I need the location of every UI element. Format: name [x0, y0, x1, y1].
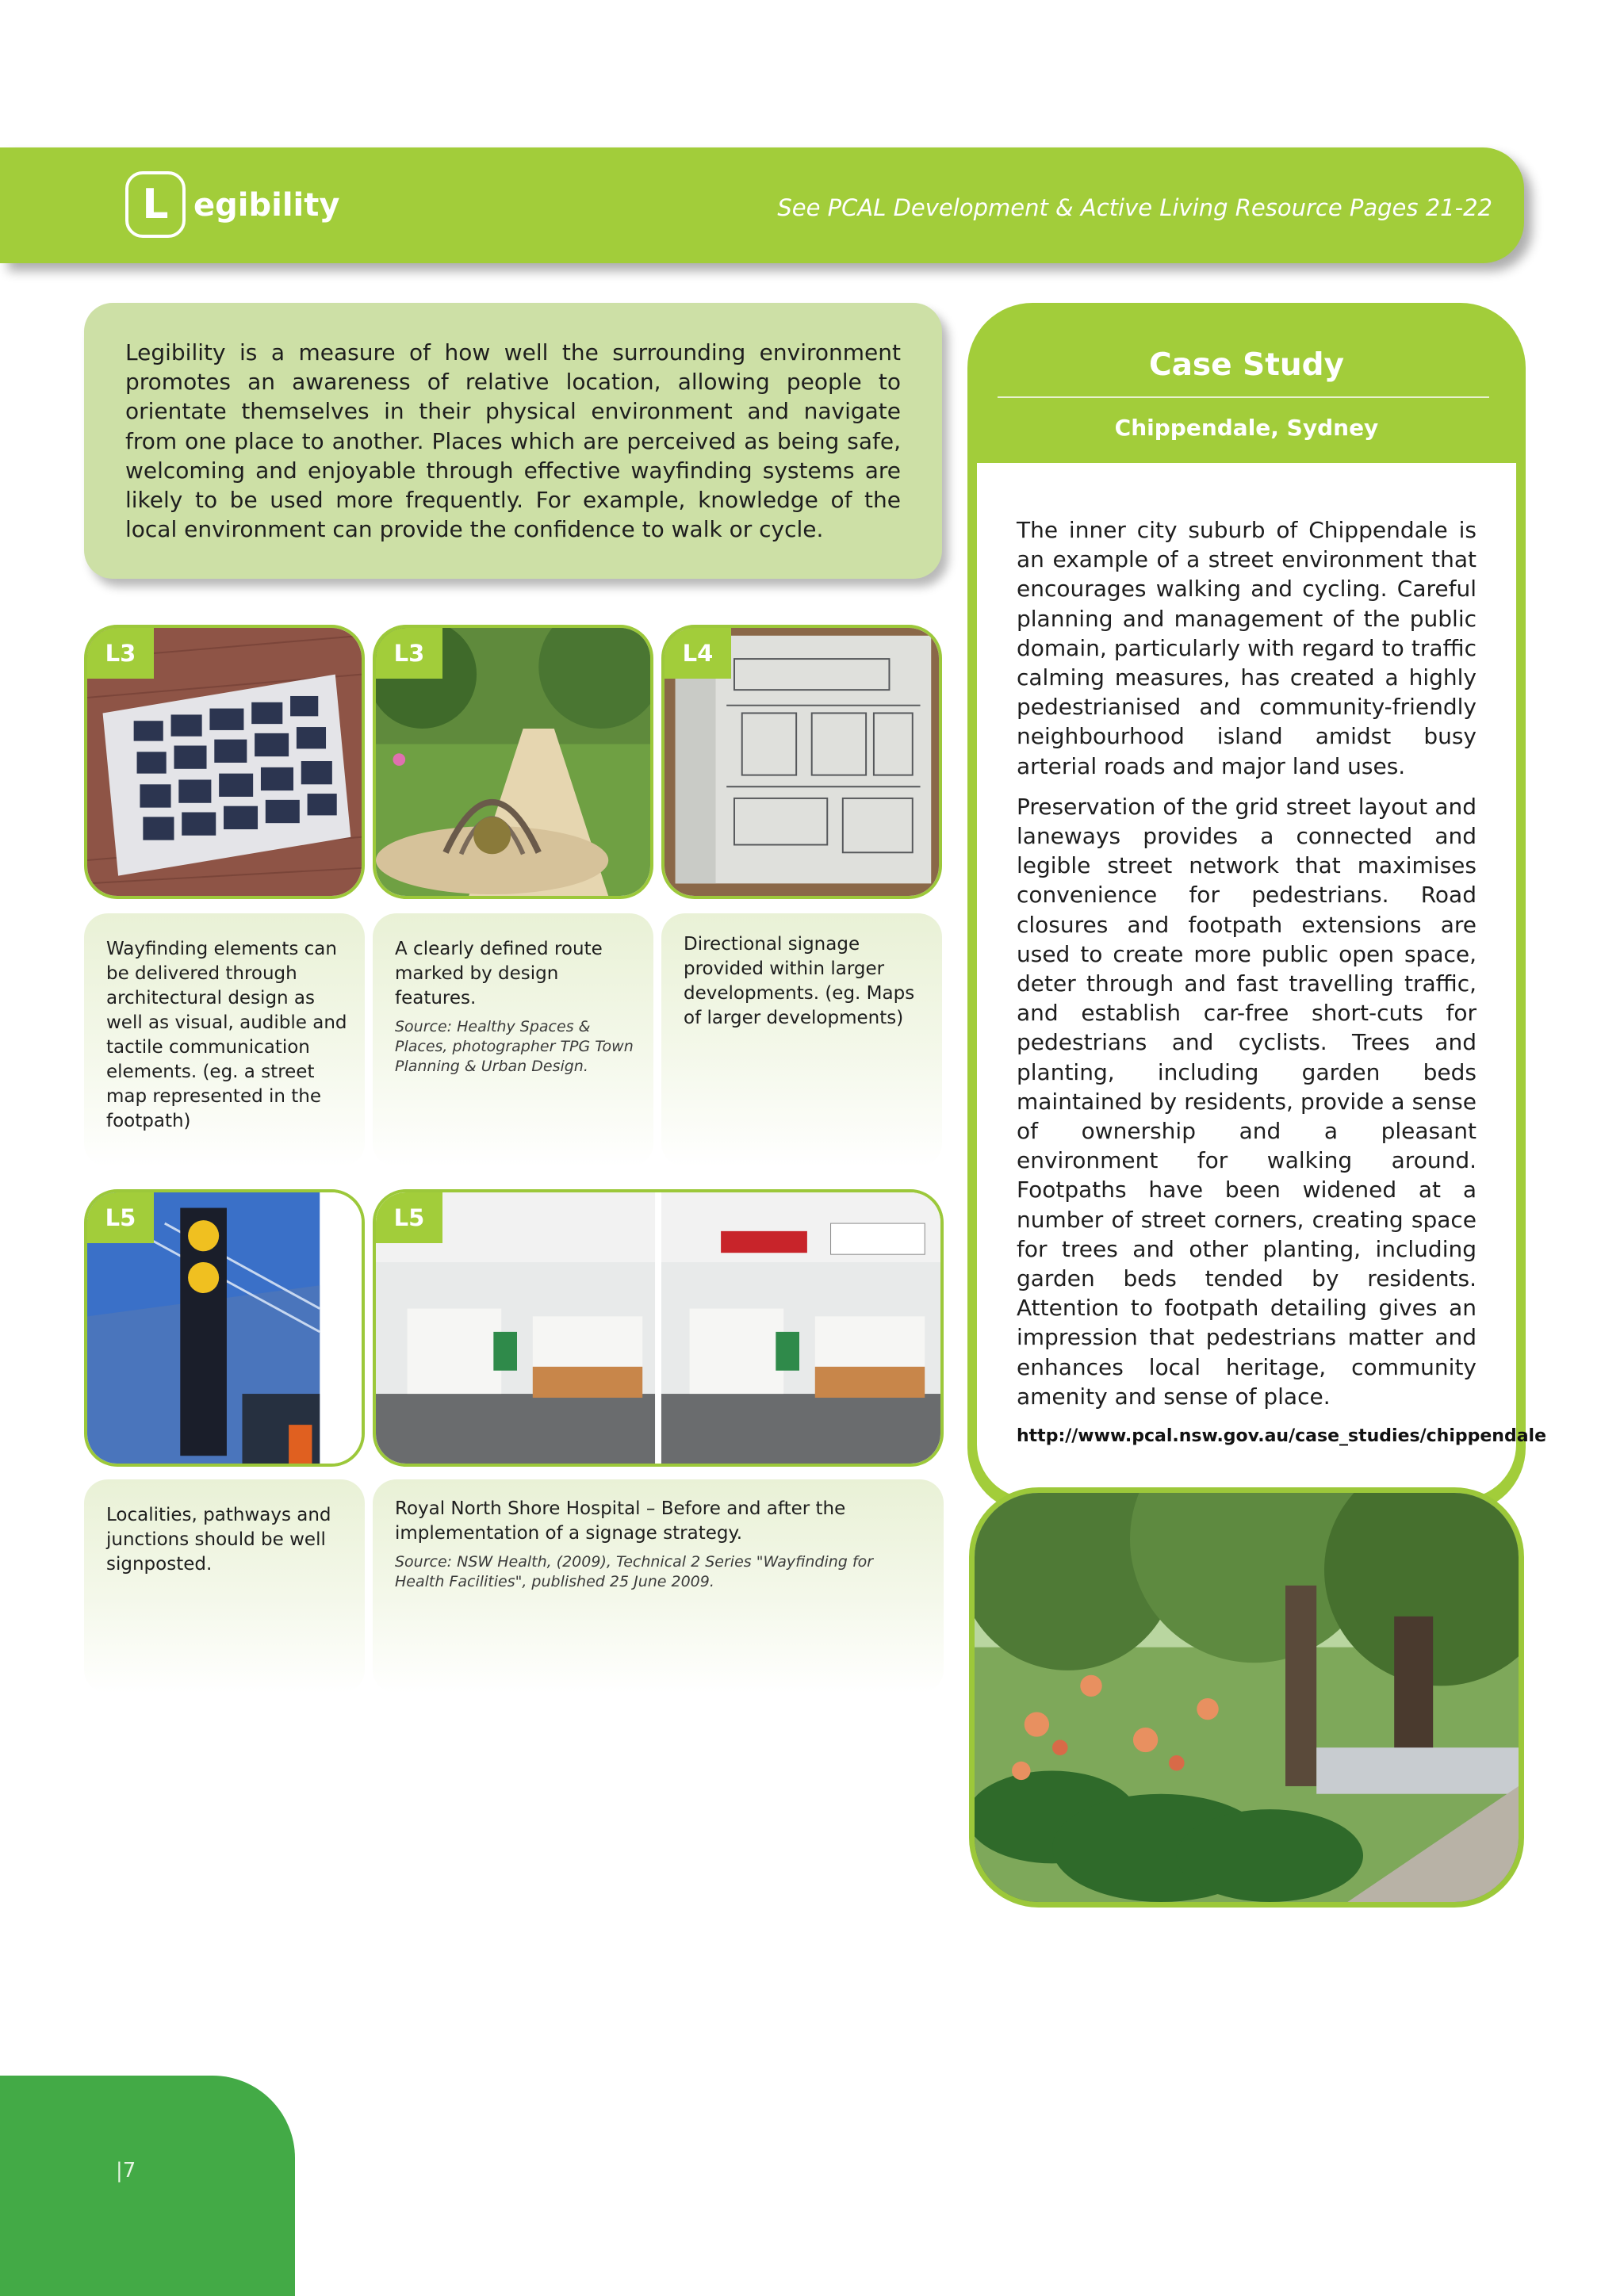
footer-corner-tab	[0, 2076, 295, 2296]
section-title: egibility	[193, 187, 340, 224]
photo-hospital-before-after	[373, 1189, 944, 1467]
case-study-link[interactable]: http://www.pcal.nsw.gov.au/case_studies/chippendale	[1017, 1426, 1547, 1447]
case-study-subtitle: Chippendale, Sydney	[1114, 415, 1379, 441]
case-study-paragraph: Preservation of the grid street layout and laneways provides a connected and legible street network that maximises convenience for pedestrians. Road closures and footpath extensions are used to create more public open space, deter through and fast travelling traffic, and establish car-free short-cuts for pedestrians and cyclists. Trees and planting, including garden beds maintained by residents, provide a sense of ownership and a pleasant environment for walking around. Footpaths have been widened at a number of street corners, creating space for trees and other planting, including garden beds tended by residents. Attention to footpath detailing gives an impression that pedestrians matter and enhances local heritage, community amenity and sense of place.	[1017, 793, 1477, 1410]
caption-hospital-signage	[373, 1479, 944, 1693]
caption-localities-signposted	[84, 1479, 365, 1693]
photo-tag: L4	[665, 628, 731, 679]
case-study-paragraph: The inner city suburb of Chippendale is an example of a street environment that encourages walking and cycling. Careful planning and management of the public domain, particularly with regard to traffic calming measures, has created a highly pedestrianised and community-friendly neighbourhood island amidst busy arterial roads and major land uses.	[1017, 517, 1477, 779]
intro-text: Legibility is a measure of how well the surrounding environment promotes an awareness of relative location, allowing people to orientate themselves in their physical environment and navigate from one place to another. Places which are perceived as being safe, welcoming and enjoyable through effective wayfinding systems are likely to be used more frequently. For example, knowledge of the local environment can provide the confidence to walk or cycle.	[125, 339, 901, 543]
caption-source: Source: Healthy Spaces & Places, photographer TPG Town Planning & Urban Design.	[395, 1018, 634, 1075]
page-number: |7	[116, 2159, 136, 2183]
photo-directional-signage	[661, 625, 942, 899]
section-letter-badge: L	[125, 171, 186, 238]
photo-tag: L3	[376, 628, 442, 679]
case-study-title: Case Study	[1148, 347, 1345, 383]
caption-text: Royal North Shore Hospital – Before and after the implementation of a signage strategy.	[395, 1498, 846, 1544]
intro-box	[84, 303, 942, 579]
caption-text: Localities, pathways and junctions should be well signposted.	[106, 1505, 331, 1575]
caption-wayfinding-elements	[84, 913, 365, 1167]
case-study-body	[1017, 515, 1547, 1448]
case-study-divider	[998, 396, 1489, 398]
photo-chippendale-garden	[969, 1487, 1524, 1908]
resource-reference: See PCAL Development & Active Living Resource Pages 21-22	[777, 194, 1492, 221]
photo-defined-route	[373, 625, 653, 899]
caption-text: Wayfinding elements can be delivered through architectural design as well as visual, audible and tactile communication elements. (eg. a street map represented in the footpath)	[106, 939, 347, 1131]
caption-defined-route	[373, 913, 653, 1167]
caption-source: Source: NSW Health, (2009), Technical 2 Series "Wayfinding for Health Facilities", published 25 June 2009.	[395, 1553, 873, 1590]
caption-directional-signage	[661, 913, 942, 1167]
photo-tag: L5	[87, 1192, 154, 1243]
photo-tag: L5	[376, 1192, 442, 1243]
photo-tag: L3	[87, 628, 154, 679]
photo-signpost	[84, 1189, 365, 1467]
photo-footpath-street-map	[84, 625, 365, 899]
caption-text: Directional signage provided within larger developments. (eg. Maps of larger developments)	[684, 934, 915, 1028]
caption-text: A clearly defined route marked by design features.	[395, 939, 603, 1008]
